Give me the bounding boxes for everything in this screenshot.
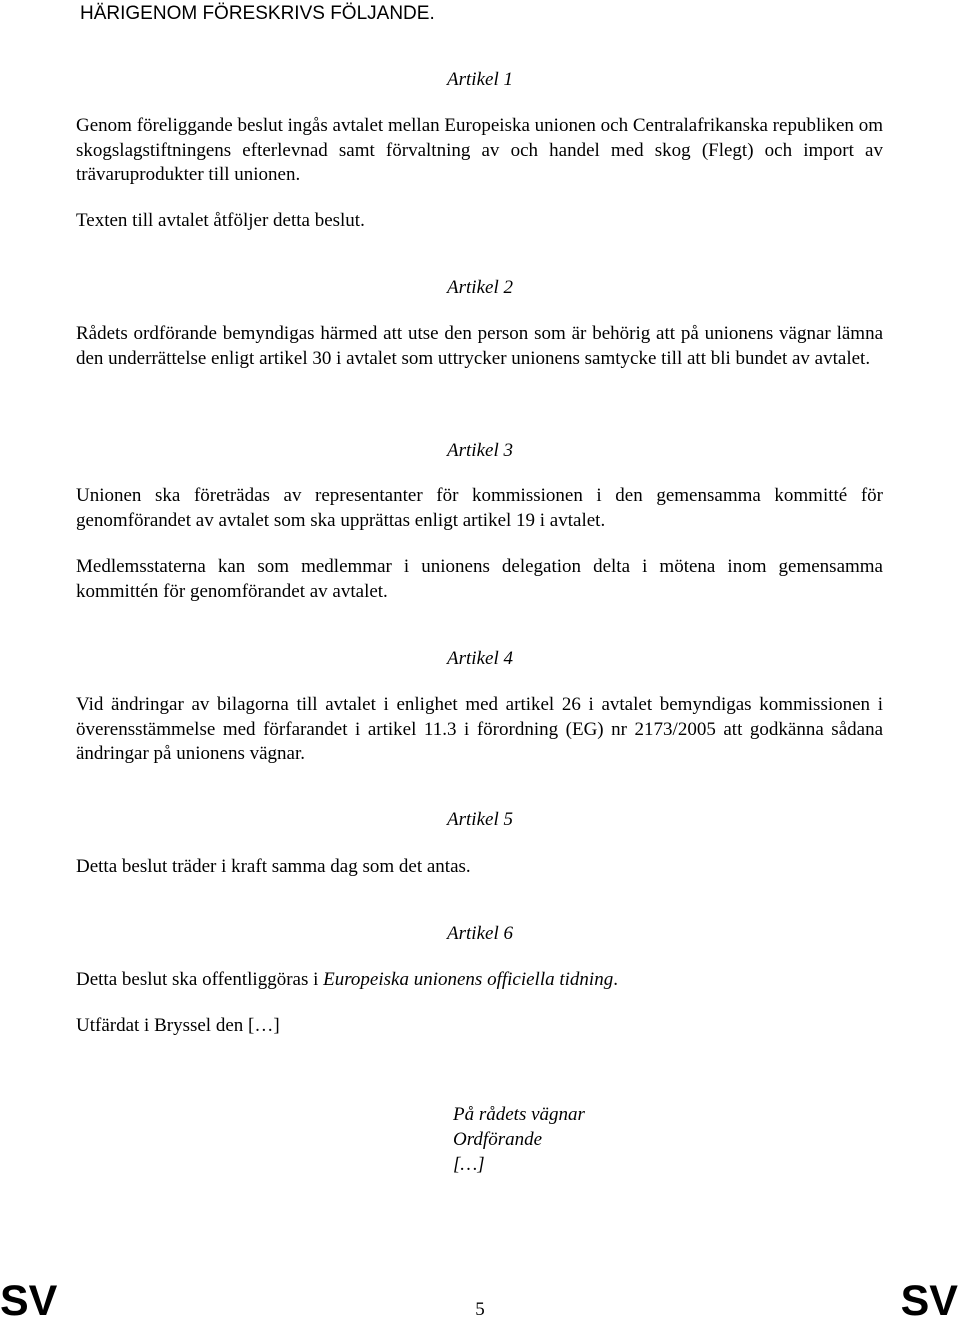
article-6-paragraph-1 [76, 968, 618, 993]
signature-line-1: På rådets vägnar [453, 1104, 585, 1125]
official-journal-name: Europeiska unionens officiella tidning [323, 969, 614, 990]
article-3-paragraph-1: Unionen ska företrädas av representanter för kommissionen i den gemensamma kommitté för genomförandet av avtalet som ska upprättas enligt artikel 19 i avtalet. [76, 485, 883, 531]
footer-language-right: SV [900, 1277, 958, 1325]
article-6-title: Artikel 6 [447, 923, 513, 944]
signature-line-2: Ordförande [453, 1129, 543, 1150]
article-6-text: Detta beslut ska offentliggöras i [76, 969, 324, 990]
article-5-paragraph-1: Detta beslut träder i kraft samma dag som det antas. [76, 856, 471, 877]
article-4-title: Artikel 4 [447, 648, 513, 669]
article-1-title: Artikel 1 [447, 69, 513, 90]
footer-language-left: SV [0, 1277, 58, 1325]
done-at-line: Utfärdat i Bryssel den […] [76, 1015, 280, 1036]
article-1-paragraph-1: Genom föreliggande beslut ingås avtalet mellan Europeiska unionen och Centralafrikanska republiken om skogslagstiftningens efterlevnad samt förvaltning av och handel med skog (Flegt) och import av trävaruprodukter till unionen. [76, 115, 883, 185]
article-5-title: Artikel 5 [447, 809, 513, 830]
article-3-title: Artikel 3 [447, 440, 513, 461]
article-1-paragraph-2: Texten till avtalet åtföljer detta beslut. [76, 210, 365, 231]
enacting-formula: HÄRIGENOM FÖRESKRIVS FÖLJANDE. [80, 3, 435, 24]
article-6-suffix: . [613, 969, 618, 990]
page-number: 5 [475, 1299, 485, 1320]
signature-line-3: […] [453, 1154, 485, 1175]
article-2-title: Artikel 2 [447, 277, 513, 298]
article-3-paragraph-2: Medlemsstaterna kan som medlemmar i unionens delegation delta i mötena inom gemensamma kommittén för genomförandet av avtalet. [76, 556, 883, 602]
article-2-paragraph-1: Rådets ordförande bemyndigas härmed att utse den person som är behörig att på unionens vägnar lämna den underrättelse enligt artikel 30 i avtalet som uttrycker unionens samtycke till att bli bundet av avtalet. [76, 323, 883, 369]
article-4-paragraph-1: Vid ändringar av bilagorna till avtalet i enlighet med artikel 26 i avtalet bemyndigas kommissionen i överensstämmelse med förfarandet i artikel 11.3 i förordning (EG) nr 2173/2005 att godkänna sådana ändringar på unionens vägnar. [76, 694, 883, 764]
